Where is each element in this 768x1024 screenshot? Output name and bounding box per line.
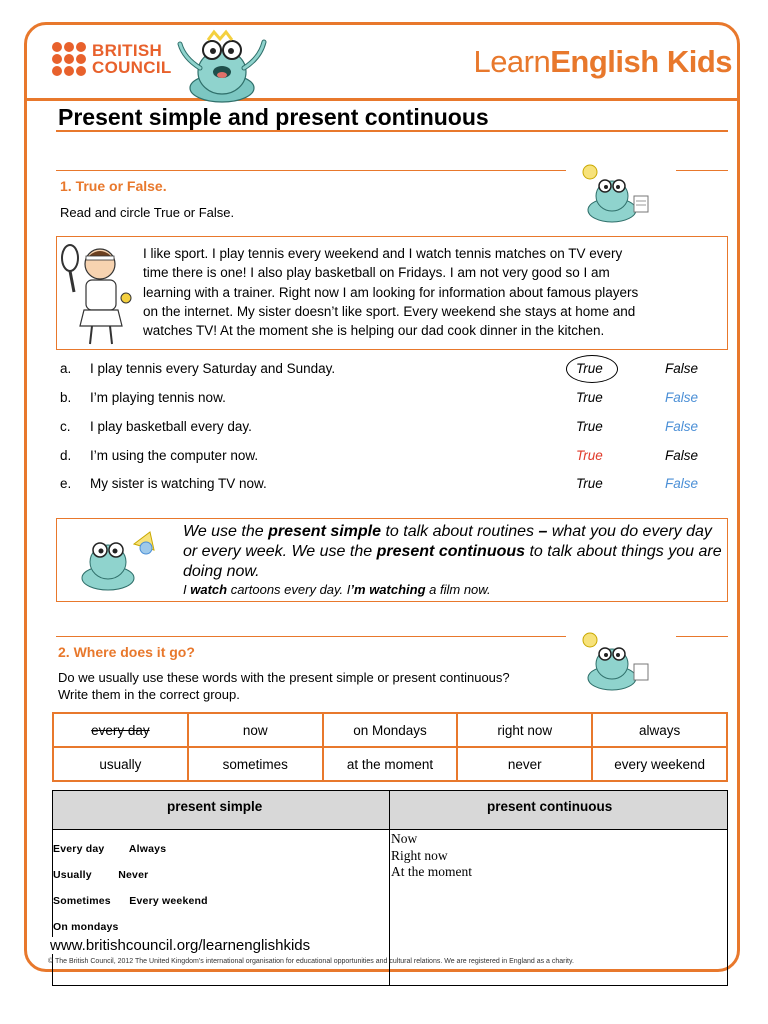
british-council-dots-icon — [52, 42, 86, 76]
false-option[interactable]: False — [665, 419, 699, 434]
grammar-tip-text — [183, 522, 723, 582]
word-cell[interactable]: now — [188, 713, 323, 747]
tip-text: We use the — [183, 523, 269, 540]
true-option[interactable]: True — [576, 361, 603, 376]
question-text: I’m playing tennis now. — [90, 390, 226, 405]
brand-bold: English Kids — [550, 44, 732, 79]
story-line: I like sport. I play tennis every weekend and I watch tennis matches on TV every — [143, 246, 623, 261]
question-letter: a. — [60, 361, 72, 376]
section2-heading: 2. Where does it go? — [58, 644, 195, 660]
word-cell[interactable]: on Mondays — [323, 713, 458, 747]
section2-rule — [56, 636, 566, 637]
tip-text: what you do every day or every week. We use the — [183, 523, 712, 560]
word-bank-row — [53, 747, 727, 781]
tip-dash: – — [538, 523, 548, 540]
footer-copyright: © The British Council, 2012 The United Kingdom’s international organisation for educational opportunities and cultural relations. We are registered in England as a charity. — [48, 958, 574, 965]
simple-answers[interactable] — [53, 839, 208, 943]
tip-example-text: cartoons every day. I — [227, 582, 351, 597]
page-title: Present simple and present continuous — [58, 104, 489, 130]
answer-item: Now — [391, 831, 418, 846]
monster-mascot-icon — [172, 28, 272, 104]
answer-item: Never — [118, 869, 149, 881]
thinking-monster-icon — [572, 160, 662, 228]
header-rule — [24, 98, 740, 101]
question-letter: e. — [60, 476, 72, 491]
thinking-monster-icon — [572, 628, 662, 696]
question-letter: c. — [60, 419, 71, 434]
word-cell[interactable]: at the moment — [323, 747, 458, 781]
col-present-simple: present simple — [167, 799, 263, 814]
section1-instruction: Read and circle True or False. — [60, 205, 235, 220]
grouping-table-header — [53, 791, 727, 830]
word-cell[interactable]: usually — [53, 747, 188, 781]
tip-example-bold: watch — [190, 582, 228, 597]
story-line: time there is one! I also play basketball on Fridays. I am not very good so I am — [143, 265, 610, 281]
tip-text: to talk about things you are doing now. — [183, 543, 722, 580]
instruction-line: Write them in the correct group. — [58, 687, 240, 702]
true-option[interactable]: True — [576, 448, 603, 463]
false-option[interactable]: False — [665, 476, 699, 491]
section1-rule — [56, 170, 566, 171]
grammar-tip-example — [183, 582, 491, 597]
word-cell[interactable]: right now — [457, 713, 592, 747]
footer-url[interactable]: www.britishcouncil.org/learnenglishkids — [50, 937, 311, 954]
story-line: learning with a trainer. Right now I am looking for information about famous players — [143, 284, 639, 300]
section1-heading: 1. True or False. — [60, 178, 167, 194]
question-letter: b. — [60, 390, 72, 405]
answer-item: At the moment — [391, 864, 472, 879]
answer-item: Every day — [53, 843, 105, 855]
story-line: on the internet. My sister doesn’t like sport. Every weekend she stays at home and — [143, 303, 636, 319]
story-line: watches TV! At the moment she is helping our dad cook dinner in the kitchen. — [143, 323, 605, 339]
word-bank-table — [52, 712, 728, 782]
tennis-boy-icon — [58, 240, 138, 346]
question-letter: d. — [60, 448, 72, 463]
false-option[interactable]: False — [665, 448, 699, 463]
answer-item: Always — [128, 843, 167, 855]
section1-rule-right — [676, 170, 728, 171]
brand-light: Learn — [473, 44, 551, 79]
word-cell[interactable]: sometimes — [188, 747, 323, 781]
tip-example-bold: ’m watching — [350, 582, 426, 597]
answer-item: Usually — [53, 869, 92, 881]
false-option[interactable]: False — [665, 361, 699, 376]
answer-item: Right now — [391, 847, 448, 863]
tip-bold: present continuous — [376, 543, 526, 560]
question-text: I play tennis every Saturday and Sunday. — [90, 361, 336, 376]
tip-bold: present simple — [268, 523, 382, 540]
false-option[interactable]: False — [665, 390, 699, 405]
answer-item: On mondays — [53, 921, 119, 933]
word-bank-row — [53, 713, 727, 747]
tip-text: to talk about routines — [381, 523, 539, 540]
section2-rule-right — [676, 636, 728, 637]
word-cell[interactable]: every day — [53, 713, 188, 747]
tip-example-text: I — [183, 582, 191, 597]
org-name-line1: BRITISH — [92, 41, 163, 60]
question-text: I’m using the computer now. — [90, 448, 259, 463]
tip-example-text: a film now. — [425, 582, 491, 597]
british-council-logo — [52, 42, 172, 76]
true-option[interactable]: True — [576, 390, 603, 405]
org-name-line2: COUNCIL — [92, 58, 172, 77]
story-text — [143, 244, 723, 340]
grouping-table-divider — [389, 791, 390, 985]
true-option[interactable]: True — [576, 476, 603, 491]
true-option[interactable]: True — [576, 419, 603, 434]
word-cell[interactable]: every weekend — [592, 747, 727, 781]
word-cell[interactable]: never — [457, 747, 592, 781]
instruction-line: Do we usually use these words with the present simple or present continuous? — [58, 670, 510, 685]
word-cell[interactable]: always — [592, 713, 727, 747]
question-text: I play basketball every day. — [90, 419, 252, 434]
learnenglish-kids-logo — [473, 44, 732, 80]
answer-item: Sometimes — [53, 895, 111, 907]
title-rule — [56, 130, 728, 132]
teacher-monster-icon — [74, 524, 166, 594]
section2-instruction — [58, 669, 510, 703]
answer-item: Every weekend — [129, 895, 208, 907]
grouping-table — [52, 790, 728, 986]
col-present-continuous: present continuous — [487, 799, 613, 814]
question-text: My sister is watching TV now. — [90, 476, 267, 491]
continuous-answers[interactable] — [391, 831, 472, 881]
